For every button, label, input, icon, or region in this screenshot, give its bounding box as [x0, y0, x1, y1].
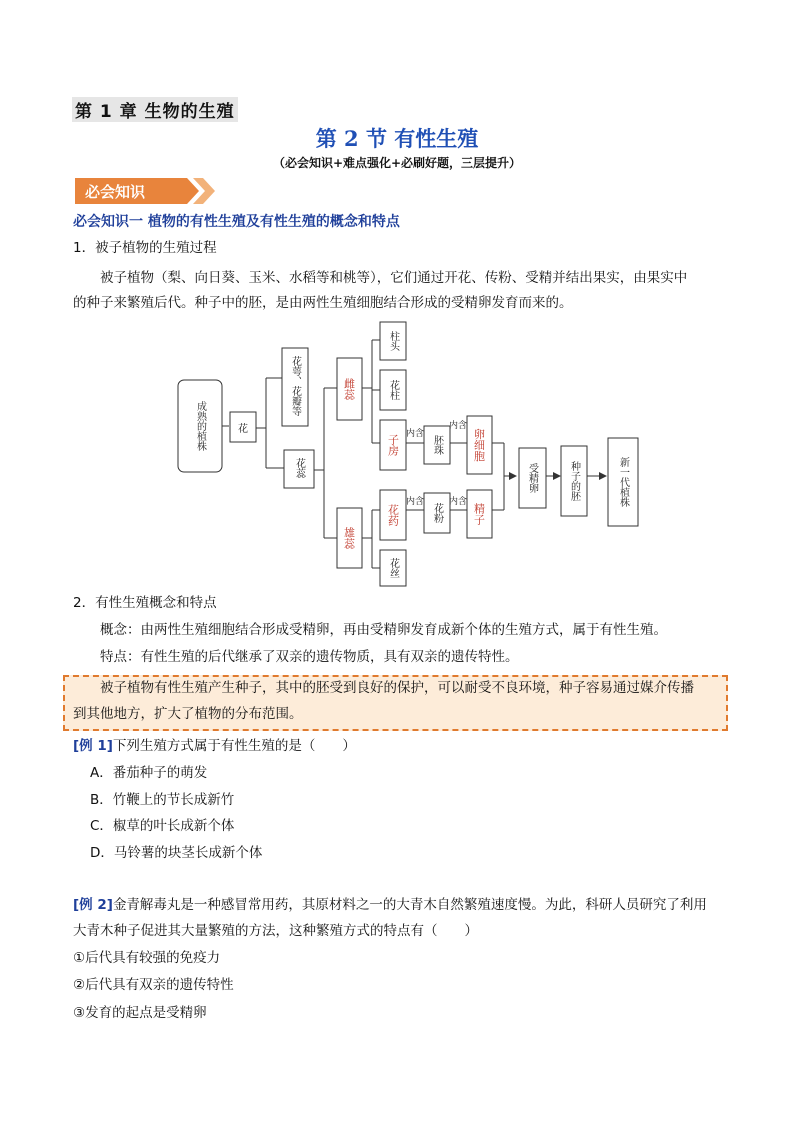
diagram-embryo: 种子的胚: [568, 461, 580, 501]
note-line1: 被子植物有性生殖产生种子，其中的胚受到良好的保护，可以耐受不良环境，种子容易通过媒介传播: [100, 680, 694, 696]
example2-option-1: ①后代具有较强的免疫力: [73, 950, 221, 966]
section-subtitle: （必会知识+难点强化+必刷好题，三层提升）: [272, 156, 522, 170]
diagram-flower: 花: [238, 424, 248, 435]
feature-line: [100, 647, 519, 667]
example2-question-line1: [73, 895, 707, 915]
section-title: 第 2 节 有性生殖: [315, 126, 479, 151]
example1-question: [73, 736, 356, 756]
example2-option-3: ③发育的起点是受精卵: [73, 1005, 207, 1021]
chapter-title: 第 1 章 生物的生殖: [72, 97, 238, 122]
item1-title: 1．被子植物的生殖过程: [73, 240, 217, 256]
diagram-sperm: 精子: [472, 503, 486, 525]
example1-option-c: C．椒草的叶长成新个体: [90, 818, 235, 834]
feature-text: 有性生殖的后代继承了双亲的遗传物质，具有双亲的遗传特性。: [140, 649, 519, 665]
diagram-contains-2: 内含: [448, 421, 468, 431]
diagram-ovary: 子房: [386, 434, 400, 456]
item1-para-line1: 被子植物（梨、向日葵、玉米、水稻等和桃等），它们通过开花、传粉、受精并结出果实，由果实中: [100, 270, 688, 286]
heading-knowledge-1: 必会知识一 植物的有性生殖及有性生殖的概念和特点: [73, 214, 400, 230]
feature-label: 特点：: [100, 649, 141, 665]
badge-label: 必会知识: [85, 183, 146, 201]
badge-must-know: [75, 178, 215, 204]
example1-option-d: D．马铃薯的块茎长成新个体: [90, 845, 263, 861]
reproduction-diagram: [174, 318, 644, 592]
example2-question-line2: 大青木种子促进其大量繁殖的方法，这种繁殖方式的特点有（ ）: [73, 923, 478, 939]
concept-text: 由两性生殖细胞结合形成受精卵，再由受精卵发育成新个体的生殖方式，属于有性生殖。: [140, 622, 667, 638]
diagram-new-plant: 新一代植株: [617, 457, 629, 507]
diagram-egg: 卵细胞: [472, 428, 486, 462]
diagram-zygote: 受精卵: [526, 463, 538, 493]
example1-label: [例 1]: [73, 738, 113, 754]
diagram-ovule: 胚珠: [431, 435, 443, 455]
item1-para-line2: 的种子来繁殖后代。种子中的胚，是由两性生殖细胞结合形成的受精卵发育而来的。: [73, 295, 573, 311]
diagram-contains-3: 内含: [405, 497, 425, 507]
note-line2: 到其他地方，扩大了植物的分布范围。: [73, 706, 303, 722]
item2-title: 2．有性生殖概念和特点: [73, 595, 217, 611]
example1-text: 下列生殖方式属于有性生殖的是（ ）: [112, 738, 356, 754]
diagram-anther: 花药: [386, 504, 400, 526]
diagram-style: 花柱: [387, 380, 399, 400]
diagram-contains-4: 内含: [448, 497, 468, 507]
diagram-stamen-pistil: 花蕊: [293, 458, 305, 478]
diagram-plant: 成熟的植株: [194, 401, 206, 451]
diagram-stamen: 雄蕊: [342, 527, 356, 549]
example2-text: 金青解毒丸是一种感冒常用药，其原材料之一的大青木自然繁殖速度慢。为此，科研人员研究了利用: [112, 897, 707, 913]
diagram-contains-1: 内含: [405, 429, 425, 439]
concept-line: [100, 620, 667, 640]
concept-label: 概念：: [100, 622, 141, 638]
example1-option-b: B．竹鞭上的节长成新竹: [90, 792, 235, 808]
example2-option-2: ②后代具有双亲的遗传特性: [73, 977, 234, 993]
diagram-svg: [174, 318, 644, 588]
example2-label: [例 2]: [73, 897, 113, 913]
example1-option-a: A．番茄种子的萌发: [90, 765, 208, 781]
diagram-calyx: 花萼、花瓣等: [289, 356, 301, 416]
diagram-stigma: 柱头: [387, 331, 399, 351]
diagram-pistil: 雌蕊: [342, 378, 356, 400]
diagram-pollen: 花粉: [431, 503, 443, 523]
diagram-filament: 花丝: [387, 558, 399, 578]
